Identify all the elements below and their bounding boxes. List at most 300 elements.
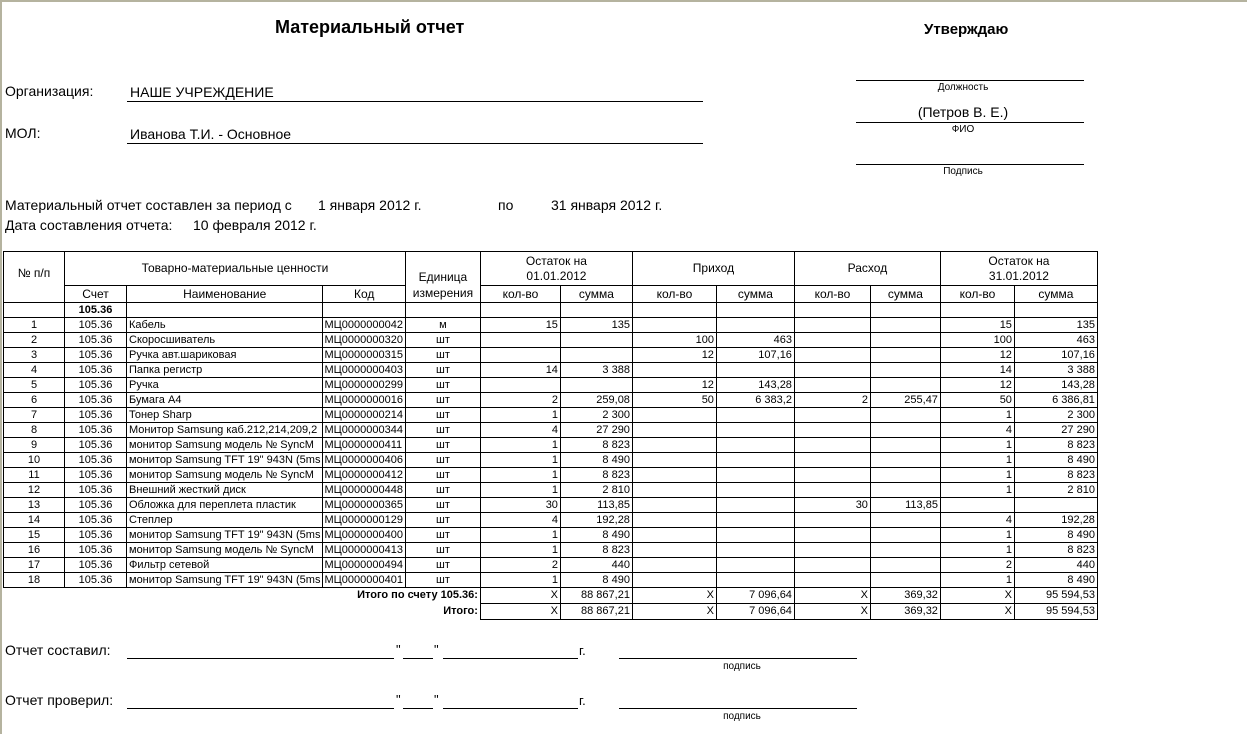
row-income-sum [716,318,794,333]
checked-year-suffix: г. [579,693,586,708]
row-name: монитор Samsung TFT 19" 943N (5ms [127,528,323,543]
row-closing-qty: 12 [940,348,1014,363]
row-number: 1 [4,318,65,333]
row-expense-qty [794,378,870,393]
row-closing-qty: 15 [940,318,1014,333]
row-opening-sum: 192,28 [560,513,632,528]
row-opening-sum: 27 290 [560,423,632,438]
organization-line [127,101,703,102]
row-number: 15 [4,528,65,543]
group-cell [405,303,480,318]
row-code: МЦ0000000365 [323,498,405,513]
row-income-sum [716,453,794,468]
row-expense-qty [794,558,870,573]
row-opening-qty: 1 [480,468,560,483]
row-expense-sum [870,318,940,333]
row-unit: шт [405,423,480,438]
total-expense-qty: X [794,604,870,620]
row-income-qty [632,408,716,423]
compiled-day-line[interactable] [403,658,433,659]
row-name: Обложка для переплета пластик [127,498,323,513]
table-row [4,528,1098,543]
header-tmc: Товарно-материальные ценности [65,252,406,286]
row-income-sum [716,513,794,528]
row-unit: шт [405,543,480,558]
row-unit: шт [405,348,480,363]
row-closing-qty: 12 [940,378,1014,393]
row-account: 105.36 [65,528,127,543]
row-expense-sum [870,453,940,468]
row-closing-qty: 14 [940,363,1014,378]
compiled-month-line[interactable] [443,658,578,659]
header-expense-qty: кол-во [794,286,870,303]
row-code: МЦ0000000494 [323,558,405,573]
row-income-sum [716,408,794,423]
row-expense-qty [794,348,870,363]
row-unit: шт [405,573,480,588]
row-opening-qty: 4 [480,423,560,438]
row-closing-qty: 2 [940,558,1014,573]
row-expense-qty [794,573,870,588]
page-left-border [0,0,2,734]
row-opening-qty: 1 [480,483,560,498]
row-income-qty [632,438,716,453]
total-income-qty: X [632,604,716,620]
row-code: МЦ0000000411 [323,438,405,453]
row-income-sum [716,438,794,453]
row-expense-sum: 113,85 [870,498,940,513]
row-account: 105.36 [65,333,127,348]
row-account: 105.36 [65,363,127,378]
row-income-sum: 6 383,2 [716,393,794,408]
row-code: МЦ0000000401 [323,573,405,588]
table-row [4,393,1098,408]
row-expense-qty [794,543,870,558]
row-code: МЦ0000000016 [323,393,405,408]
position-caption: Должность [937,82,989,93]
row-number: 5 [4,378,65,393]
row-expense-qty: 2 [794,393,870,408]
checked-day-line[interactable] [403,708,433,709]
row-closing-sum: 143,28 [1014,378,1097,393]
mol-label: МОЛ: [5,125,41,141]
table-row [4,543,1098,558]
row-expense-sum [870,483,940,498]
row-unit: шт [405,333,480,348]
row-opening-qty: 1 [480,543,560,558]
row-opening-qty: 14 [480,363,560,378]
row-name: монитор Samsung TFT 19" 943N (5ms [127,453,323,468]
header-closing [940,252,1097,286]
row-opening-qty: 1 [480,408,560,423]
row-opening-sum: 2 300 [560,408,632,423]
row-income-qty [632,453,716,468]
row-income-sum [716,483,794,498]
row-income-qty [632,543,716,558]
table-row [4,483,1098,498]
name-line [856,122,1084,123]
row-name: монитор Samsung TFT 19" 943N (5ms [127,573,323,588]
date-label: Дата составления отчета: [5,217,173,233]
period-from: 1 января 2012 г. [318,197,422,213]
table-row [4,513,1098,528]
header-opening-label: Остаток на 01.01.2012 [525,253,587,283]
row-code: МЦ0000000214 [323,408,405,423]
header-opening-sum: сумма [560,286,632,303]
row-name: Тонер Sharp [127,408,323,423]
row-closing-sum: 8 823 [1014,543,1097,558]
compiled-name-line[interactable] [127,658,394,659]
row-number: 12 [4,483,65,498]
row-number: 10 [4,453,65,468]
group-cell [794,303,870,318]
group-row [4,303,1098,318]
row-name: монитор Samsung модель № SyncM [127,468,323,483]
row-account: 105.36 [65,318,127,333]
total-expense-sum: 369,32 [870,604,940,620]
row-closing-sum: 2 300 [1014,408,1097,423]
mol-line [127,143,703,144]
row-unit: шт [405,393,480,408]
organization-value: НАШЕ УЧРЕЖДЕНИЕ [130,84,274,100]
row-opening-sum: 2 810 [560,483,632,498]
group-account: 105.36 [65,303,127,318]
row-number: 17 [4,558,65,573]
row-expense-sum [870,333,940,348]
row-closing-qty: 1 [940,483,1014,498]
row-code: МЦ0000000412 [323,468,405,483]
signature-caption: Подпись [943,166,983,177]
document-title: Материальный отчет [275,17,465,37]
total-closing-qty: X [940,588,1014,604]
row-income-sum [716,468,794,483]
row-opening-qty: 30 [480,498,560,513]
row-expense-sum [870,423,940,438]
header-expense: Расход [794,252,940,286]
row-expense-qty [794,408,870,423]
total-label: Итого: [443,605,478,617]
row-closing-qty: 4 [940,513,1014,528]
total-income-sum: 7 096,64 [716,588,794,604]
header-num: № п/п [4,252,65,303]
row-closing-sum: 8 490 [1014,573,1097,588]
row-income-qty [632,423,716,438]
row-code: МЦ0000000413 [323,543,405,558]
row-closing-qty: 1 [940,438,1014,453]
row-income-sum [716,528,794,543]
row-unit: шт [405,513,480,528]
row-number: 4 [4,363,65,378]
row-opening-qty: 2 [480,393,560,408]
row-number: 13 [4,498,65,513]
checked-signature-line[interactable] [619,708,857,709]
row-income-qty [632,318,716,333]
row-code: МЦ0000000299 [323,378,405,393]
approver-name: (Петров В. Е.) [917,104,1009,120]
row-name: Ручка авт.шариковая [127,348,323,363]
row-income-sum [716,573,794,588]
row-expense-qty [794,333,870,348]
row-number: 16 [4,543,65,558]
total-expense-qty: X [794,588,870,604]
row-code: МЦ0000000129 [323,513,405,528]
row-closing-sum: 3 388 [1014,363,1097,378]
total-closing-sum: 95 594,53 [1014,604,1097,620]
row-expense-sum [870,558,940,573]
row-opening-sum [560,378,632,393]
row-expense-sum [870,348,940,363]
row-expense-qty [794,468,870,483]
table-row [4,408,1098,423]
row-opening-qty [480,378,560,393]
row-expense-sum [870,513,940,528]
row-unit: м [405,318,480,333]
row-closing-qty: 1 [940,543,1014,558]
row-closing-sum: 2 810 [1014,483,1097,498]
header-account: Счет [65,286,127,303]
table-row [4,333,1098,348]
checked-quote-open: " [396,692,401,707]
row-expense-qty [794,483,870,498]
materials-table [3,251,1098,620]
table-row [4,423,1098,438]
total-closing-qty: X [940,604,1014,620]
row-income-qty [632,363,716,378]
organization-label: Организация: [5,83,94,99]
group-cell [632,303,716,318]
row-closing-sum: 440 [1014,558,1097,573]
row-number: 7 [4,408,65,423]
row-closing-sum: 135 [1014,318,1097,333]
header-opening-qty: кол-во [480,286,560,303]
table-row [4,453,1098,468]
row-income-qty [632,573,716,588]
row-closing-sum: 107,16 [1014,348,1097,363]
group-cell [716,303,794,318]
row-closing-qty [940,498,1014,513]
table-row [4,438,1098,453]
date-value: 10 февраля 2012 г. [193,217,317,233]
row-closing-qty: 1 [940,573,1014,588]
row-account: 105.36 [65,543,127,558]
row-income-qty [632,528,716,543]
table-row [4,498,1098,513]
total-row [4,588,1098,604]
row-opening-sum: 8 823 [560,438,632,453]
mol-value: Иванова Т.И. - Основное [130,126,292,142]
checked-signature-caption: подпись [723,711,761,722]
compiled-label: Отчет составил: [5,642,111,658]
row-unit: шт [405,363,480,378]
row-income-sum [716,543,794,558]
compiled-quote-close: " [434,642,439,657]
row-expense-sum [870,468,940,483]
group-cell [323,303,405,318]
row-unit: шт [405,468,480,483]
total-row [4,604,1098,620]
row-number: 11 [4,468,65,483]
row-income-sum [716,498,794,513]
group-cell [1014,303,1097,318]
row-closing-sum [1014,498,1097,513]
row-closing-sum: 192,28 [1014,513,1097,528]
row-income-qty: 12 [632,348,716,363]
row-closing-qty: 1 [940,453,1014,468]
row-account: 105.36 [65,573,127,588]
row-unit: шт [405,378,480,393]
header-name: Наименование [127,286,323,303]
group-num [4,303,65,318]
row-name: Фильтр сетевой [127,558,323,573]
row-opening-qty: 1 [480,573,560,588]
row-name: Кабель [127,318,323,333]
row-expense-sum: 255,47 [870,393,940,408]
group-cell [480,303,560,318]
row-income-qty [632,558,716,573]
header-closing-label: Остаток на 31.01.2012 [988,253,1050,283]
total-closing-sum: 95 594,53 [1014,588,1097,604]
row-income-qty: 100 [632,333,716,348]
row-opening-sum [560,348,632,363]
row-expense-qty [794,438,870,453]
row-opening-sum [560,333,632,348]
total-income-sum: 7 096,64 [716,604,794,620]
table-row [4,348,1098,363]
row-number: 2 [4,333,65,348]
row-closing-sum: 8 823 [1014,468,1097,483]
table-row [4,558,1098,573]
checked-quote-close: " [434,692,439,707]
row-income-sum: 143,28 [716,378,794,393]
row-code: МЦ0000000344 [323,423,405,438]
row-closing-qty: 1 [940,408,1014,423]
row-income-sum [716,363,794,378]
row-name: Бумага А4 [127,393,323,408]
row-account: 105.36 [65,558,127,573]
row-expense-sum [870,438,940,453]
row-expense-sum [870,378,940,393]
row-number: 9 [4,438,65,453]
row-unit: шт [405,558,480,573]
total-opening-sum: 88 867,21 [560,588,632,604]
row-income-sum: 107,16 [716,348,794,363]
header-closing-sum: сумма [1014,286,1097,303]
row-name: Монитор Samsung каб.212,214,209,2 [127,423,323,438]
approve-title: Утверждаю [924,21,1009,38]
row-number: 14 [4,513,65,528]
total-expense-sum: 369,32 [870,588,940,604]
group-cell [127,303,323,318]
table-row [4,573,1098,588]
row-opening-qty: 1 [480,528,560,543]
row-opening-sum: 3 388 [560,363,632,378]
row-opening-sum: 8 490 [560,528,632,543]
header-unit [405,252,480,303]
row-income-sum [716,423,794,438]
checked-name-line[interactable] [127,708,394,709]
row-name: Папка регистр [127,363,323,378]
row-closing-qty: 1 [940,528,1014,543]
row-name: монитор Samsung модель № SyncM [127,438,323,453]
row-account: 105.36 [65,498,127,513]
row-name: монитор Samsung модель № SyncM [127,543,323,558]
row-opening-qty [480,333,560,348]
row-account: 105.36 [65,393,127,408]
row-opening-qty: 4 [480,513,560,528]
row-opening-sum: 135 [560,318,632,333]
row-name: Ручка [127,378,323,393]
row-income-qty [632,513,716,528]
row-opening-qty: 1 [480,438,560,453]
row-income-qty: 50 [632,393,716,408]
row-closing-qty: 4 [940,423,1014,438]
row-opening-sum: 8 490 [560,453,632,468]
compiled-signature-line[interactable] [619,658,857,659]
row-unit: шт [405,498,480,513]
compiled-quote-open: " [396,642,401,657]
table-row [4,363,1098,378]
compiled-year-suffix: г. [579,643,586,658]
table-row [4,468,1098,483]
row-opening-sum: 113,85 [560,498,632,513]
row-closing-sum: 463 [1014,333,1097,348]
row-account: 105.36 [65,468,127,483]
row-account: 105.36 [65,453,127,468]
row-opening-sum: 8 823 [560,468,632,483]
row-name: Внешний жесткий диск [127,483,323,498]
header-expense-sum: сумма [870,286,940,303]
total-opening-sum: 88 867,21 [560,604,632,620]
row-expense-qty [794,528,870,543]
row-opening-qty: 1 [480,453,560,468]
row-expense-sum [870,573,940,588]
row-expense-sum [870,543,940,558]
position-line [856,80,1084,81]
row-number: 18 [4,573,65,588]
row-closing-qty: 1 [940,468,1014,483]
row-income-sum: 463 [716,333,794,348]
row-opening-qty: 2 [480,558,560,573]
table-row [4,318,1098,333]
row-expense-qty [794,513,870,528]
period-to-label: по [498,197,514,213]
row-code: МЦ0000000406 [323,453,405,468]
signature-line [856,164,1084,165]
group-cell [870,303,940,318]
total-income-qty: X [632,588,716,604]
row-unit: шт [405,408,480,423]
row-income-qty: 12 [632,378,716,393]
total-opening-qty: X [480,588,560,604]
row-account: 105.36 [65,378,127,393]
row-closing-sum: 8 490 [1014,453,1097,468]
row-opening-qty: 15 [480,318,560,333]
checked-month-line[interactable] [443,708,578,709]
row-number: 3 [4,348,65,363]
header-income: Приход [632,252,794,286]
row-code: МЦ0000000403 [323,363,405,378]
row-number: 8 [4,423,65,438]
row-expense-qty: 30 [794,498,870,513]
row-closing-qty: 100 [940,333,1014,348]
total-label: Итого по счету 105.36: [357,589,478,602]
header-income-qty: кол-во [632,286,716,303]
row-code: МЦ0000000400 [323,528,405,543]
row-opening-sum: 440 [560,558,632,573]
row-account: 105.36 [65,438,127,453]
row-closing-sum: 27 290 [1014,423,1097,438]
row-closing-qty: 50 [940,393,1014,408]
